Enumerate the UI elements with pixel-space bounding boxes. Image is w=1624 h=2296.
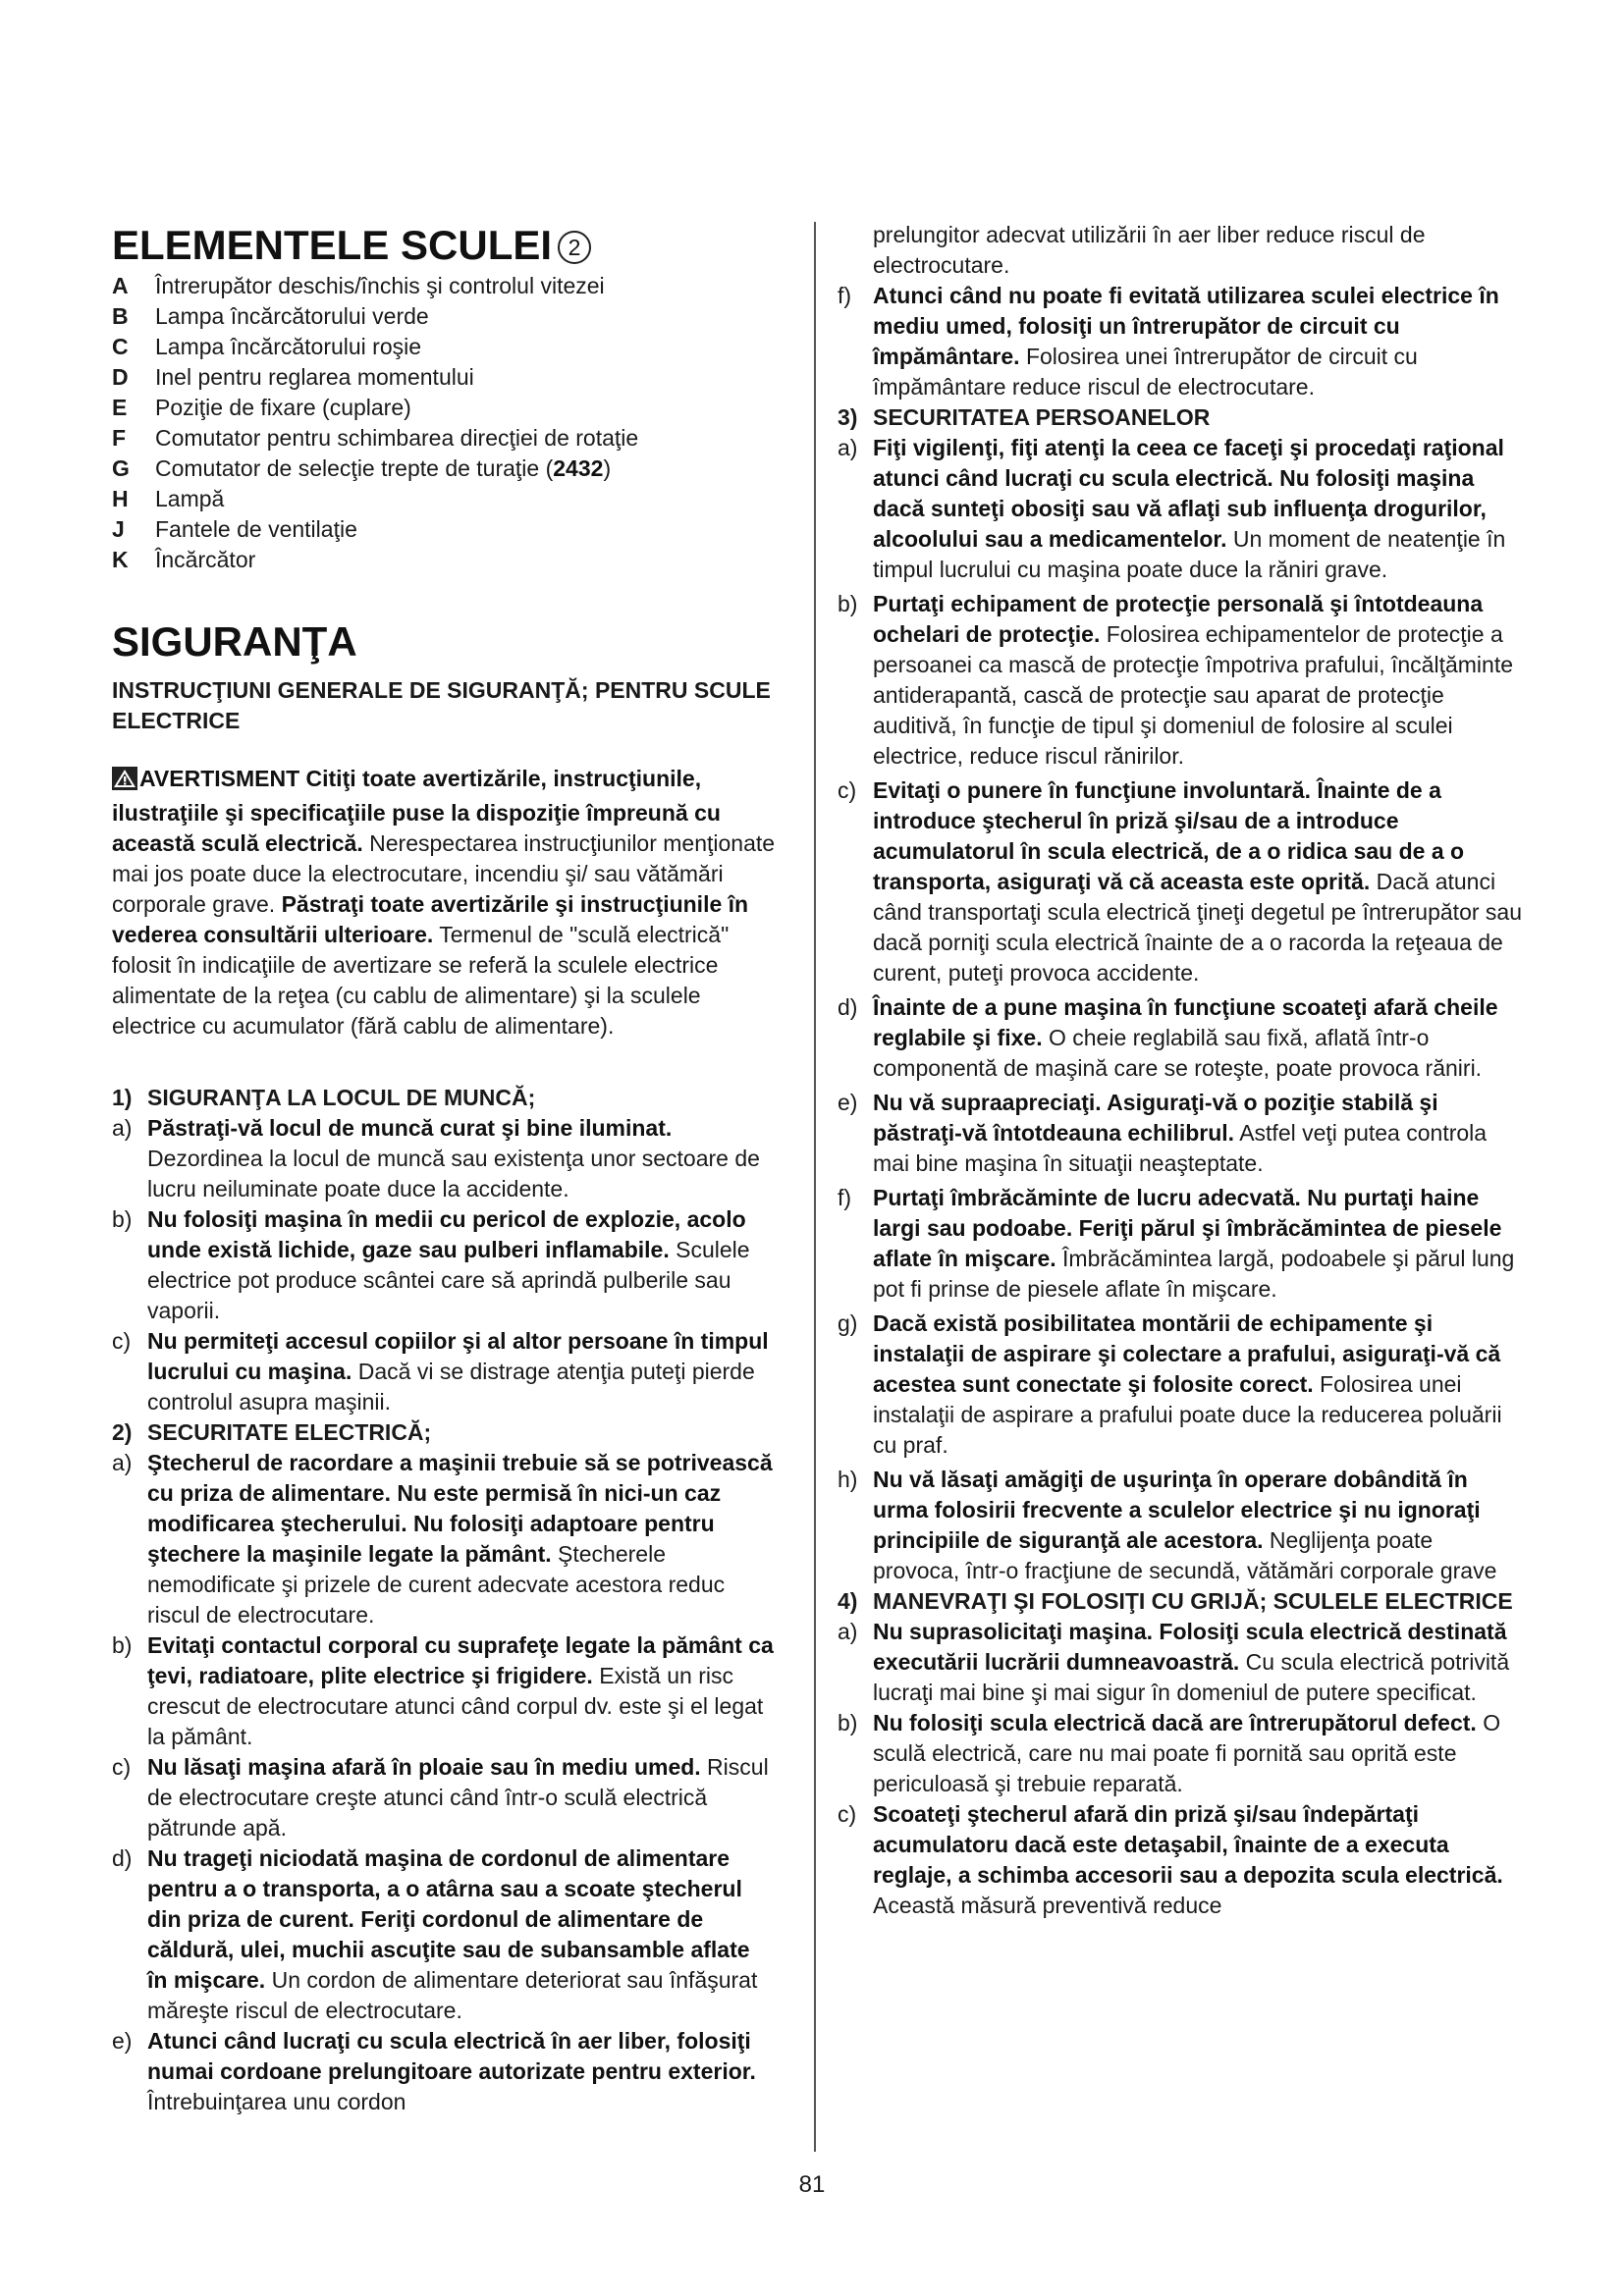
continued-text: prelungitor adecvat utilizării în aer liber reduce riscul de electrocutare. (873, 222, 1426, 278)
component-item (112, 423, 776, 454)
component-item (112, 484, 776, 514)
component-key: C (112, 334, 129, 359)
safety-item: f) Atunci când nu poate fi evitată utilizarea sculei electrice în mediu umed, folosiţi un întrerupător de circuit cu împământare. Folosirea unei întrerupător de circuit cu împământare reduce riscul de electrocutare. (838, 283, 1499, 400)
component-item (112, 514, 776, 545)
safety-item: g) Dacă există posibilitatea montării de echipamente şi instalaţii de aspirare şi colectare a prafului, asiguraţi-vă că acestea sunt conectate şi folosite corect. Folosirea unei instalaţii de aspirare a prafului poate duce la reducerea poluării cu praf. (838, 1310, 1502, 1458)
section-heading: 1) SIGURANŢA LA LOCUL DE MUNCĂ; (112, 1085, 536, 1110)
component-key: A (112, 273, 129, 298)
warning-lead: AVERTISMENT Citiţi toate avertizările, instrucţiunile, ilustraţiile şi specificaţiile puse la dispoziţie împreună cu această sculă electrică. (112, 766, 721, 856)
safety-item: d) Nu trageţi niciodată maşina de cordonul de alimentare pentru a o transporta, a o atârna sau a scoate ştecherul din priza de curent. Feriţi cordonul de alimentare de căldură, ulei, muchii ascuţite sau de subansamble aflate în mişcare. Un cordon de alimentare deteriorat sau înfăşurat măreşte riscul de electrocutare. (112, 1845, 758, 2023)
model-number: 2432 (553, 455, 604, 481)
safety-item: c) Nu permiteţi accesul copiilor şi al altor persoane în timpul lucrului cu maşina. Dacă vi se distrage atenţia puteţi pierde controlul asupra maşinii. (112, 1328, 769, 1415)
component-label: Comutator de selecţie trepte de turaţie (2432) (155, 455, 612, 481)
safety-item: c) Nu lăsaţi maşina afară în ploaie sau în mediu umed. Riscul de electrocutare creşte atunci când într-o sculă electrică pătrunde apă. (112, 1754, 769, 1841)
component-item (112, 545, 776, 575)
component-label: Poziţie de fixare (cuplare) (155, 395, 411, 420)
safety-item: c) Scoateţi ştecherul afară din priză şi/sau îndepărtaţi acumulatoru dacă este detaşabil, înainte de a executa reglaje, a schimba accesorii sau a depozita scula electrică. Această măsură preventivă reduce (838, 1801, 1503, 1918)
component-key: K (112, 547, 129, 572)
safety-item: f) Purtaţi îmbrăcăminte de lucru adecvată. Nu purtaţi haine largi sau podoabe. Feriţi părul şi îmbrăcămintea de piesele aflate în mişcare. Îmbrăcămintea largă, podoabele şi părul lung pot fi prinse de piesele aflate în mişcare. (838, 1185, 1515, 1302)
safety-item: e) Nu vă supraapreciaţi. Asiguraţi-vă o poziţie stabilă şi păstraţi-vă întotdeauna echilibrul. Astfel veţi putea controla mai bine maşina în situaţii neaşteptate. (838, 1090, 1488, 1176)
figure-ref-badge: 2 (558, 231, 591, 264)
right-column (838, 220, 1525, 1921)
section-heading: 2) SECURITATE ELECTRICĂ; (112, 1419, 432, 1445)
component-key: B (112, 303, 129, 329)
component-label: Lampa încărcătorului roşie (155, 334, 422, 359)
component-key: J (112, 516, 125, 542)
safety-item: a) Fiţi vigilenţi, fiţi atenţi la ceea ce faceţi şi procedaţi raţional atunci când lucraţi cu scula electrică. Nu folosiţi maşina dacă sunteţi obosiţi sau vă aflaţi sub influenţa drogurilor, alcoolului sau a medicamentelor. Un moment de neatenţie în timpul lucrului cu maşina poate duce la răniri grave. (838, 435, 1506, 582)
elements-heading (112, 220, 776, 271)
safety-item: d) Înainte de a pune maşina în funcţiune scoateţi afară cheile reglabile şi fixe. O cheie reglabilă sau fixă, aflată într-o componentă de maşină care se roteşte, poate provoca răniri. (838, 994, 1498, 1081)
component-label: Fantele de ventilaţie (155, 516, 357, 542)
component-item (112, 301, 776, 332)
component-item (112, 454, 776, 484)
safety-subheading: INSTRUCŢIUNI GENERALE DE SIGURANŢĂ; PENTRU SCULE ELECTRICE (112, 677, 771, 733)
safety-item: c) Evitaţi o punere în funcţiune involuntară. Înainte de a introduce ştecherul în priză şi/sau de a introduce acumulatorul în scula electrică, de a o ridica sau de a o transporta, asiguraţi vă că aceasta este oprită. Dacă atunci când transportaţi scula electrică ţineţi degetul pe întrerupător sau dacă porniţi scula electrică înainte de a o racorda la reţeaua de curent, puteţi provoca accidente. (838, 777, 1522, 986)
component-label: Inel pentru reglarea momentului (155, 364, 474, 390)
safety-item: b) Purtaţi echipament de protecţie personală şi întotdeauna ochelari de protecţie. Folosirea echipamentelor de protecţie a persoanei ca mască de protecţie împotriva prafului, încălţăminte antiderapantă, cască de protecţie sau aparat de protecţie auditivă, în funcţie de tipul şi domeniul de folosire al sculei electrice, reduce riscul rănirilor. (838, 591, 1513, 769)
column-divider (814, 222, 816, 2152)
component-item (112, 393, 776, 423)
component-label: Întrerupător deschis/închis şi controlul vitezei (155, 273, 605, 298)
warning-triangle-icon (112, 767, 137, 798)
component-key: E (112, 395, 128, 420)
safety-item: a) Păstraţi-vă locul de muncă curat şi bine iluminat. Dezordinea la locul de muncă sau existenţa unor sectoare de lucru neiluminate poate duce la accidente. (112, 1115, 760, 1201)
safety-item: a) Ştecherul de racordare a maşinii trebuie să se potrivească cu priza de alimentare. Nu este permisă în nici-un caz modificarea ştecherului. Nu folosiţi adaptoare pentru ştechere la maşinile legate la pământ. Ştecherele nemodificate şi prizele de curent adecvate acestora reduc riscul de electrocutare. (112, 1450, 773, 1628)
component-key: G (112, 455, 130, 481)
component-key: D (112, 364, 129, 390)
component-label: Comutator pentru schimbarea direcţiei de rotaţie (155, 425, 639, 451)
safety-item: b) Nu folosiţi scula electrică dacă are întrerupătorul defect. O sculă electrică, care nu mai poate fi pornită sau oprită este periculoasă şi trebuie reparată. (838, 1710, 1501, 1796)
component-key: H (112, 486, 129, 511)
safety-item: a) Nu suprasolicitaţi maşina. Folosiţi scula electrică destinată executării lucrării dumneavoastră. Cu scula electrică potrivită lucraţi mai bine şi mai sigur în domeniul de putere specificat. (838, 1619, 1510, 1705)
section-heading: 3) SECURITATEA PERSOANELOR (838, 404, 1211, 430)
general-warning: AVERTISMENT Citiţi toate avertizările, instrucţiunile, ilustraţiile şi specificaţiile puse la dispoziţie împreună cu această sculă electrică. Nerespectarea instrucţiunilor menţionate mai jos poate duce la electrocutare, incendiu şi/ sau vătămări corporale grave. Păstraţi toate avertizările şi instrucţiunile în vederea consultării ulterioare. Termenul de "sculă electrică" folosit în indicaţiile de avertizare se referă la sculele electrice alimentate de la reţea (cu cablu de alimentare) şi la sculele electrice cu acumulator (fără cablu de alimentare). (112, 766, 776, 1039)
components-list (112, 271, 776, 575)
component-item (112, 362, 776, 393)
warning-keep: Păstraţi toate avertizările şi instrucţiunile în vederea consultării ulterioare. (112, 891, 749, 947)
component-key: F (112, 425, 127, 451)
section-heading: 4) MANEVRAŢI ŞI FOLOSIŢI CU GRIJĂ; SCULELE ELECTRICE (838, 1588, 1513, 1614)
page-number: 81 (798, 2171, 826, 2198)
component-label: Lampă (155, 486, 225, 511)
safety-item: b) Evitaţi contactul corporal cu suprafeţe legate la pământ ca ţevi, radiatoare, plite electrice şi frigidere. Există un risc crescut de electrocutare atunci când corpul dv. este şi el legat la pământ. (112, 1632, 774, 1749)
safety-item: h) Nu vă lăsaţi amăgiţi de uşurinţa în operare dobândită în urma folosirii frecvente a sculelor electrice şi nu ignoraţi principiile de siguranţă ale acestora. Neglijenţa poate provoca, într-o fracţiune de secundă, vătămări corporale grave (838, 1467, 1497, 1583)
component-item (112, 332, 776, 362)
component-item (112, 271, 776, 301)
safety-heading: SIGURANŢA (112, 618, 357, 665)
component-label: Încărcător (155, 547, 256, 572)
component-label: Lampa încărcătorului verde (155, 303, 429, 329)
safety-item: e) Atunci când lucraţi cu scula electrică în aer liber, folosiţi numai cordoane prelungitoare autorizate pentru exterior. Întrebuinţarea unu cordon (112, 2028, 756, 2114)
left-column (112, 220, 776, 2117)
safety-item: b) Nu folosiţi maşina în medii cu pericol de explozie, acolo unde există lichide, gaze sau pulberi inflamabile. Sculele electrice pot produce scântei care să aprindă pulberile sau vaporii. (112, 1206, 750, 1323)
elements-title: ELEMENTELE SCULEI (112, 222, 553, 268)
